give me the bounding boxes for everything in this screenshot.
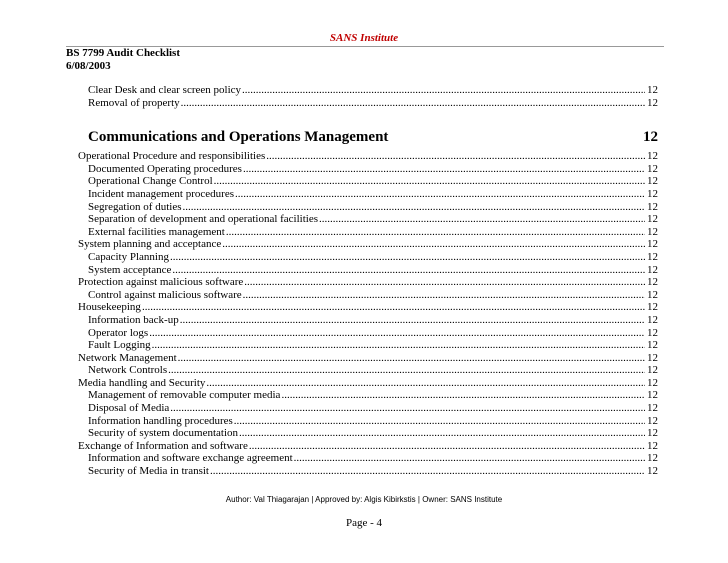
toc-entry-page: 12 xyxy=(647,364,658,377)
toc-entry-page: 12 xyxy=(647,313,658,326)
toc-dot-leader xyxy=(294,452,645,465)
toc-entry[interactable] xyxy=(66,238,664,251)
toc-entry[interactable] xyxy=(66,427,664,440)
toc-entry-page: 12 xyxy=(647,150,658,163)
toc-entry[interactable] xyxy=(66,402,664,415)
toc-dot-leader xyxy=(210,465,645,478)
toc-dot-leader xyxy=(242,84,645,97)
toc-entry-label: Network Management xyxy=(78,351,177,364)
toc-entry-page: 12 xyxy=(647,288,658,301)
toc-entry-page: 12 xyxy=(647,452,658,465)
toc-entry[interactable] xyxy=(66,327,664,340)
toc-entry[interactable] xyxy=(66,188,664,201)
toc-dot-leader xyxy=(243,163,645,176)
toc-entry-label: Disposal of Media xyxy=(88,402,170,415)
toc-section-page: 12 xyxy=(643,129,658,146)
toc-entry-page: 12 xyxy=(647,175,658,188)
toc-entry-page: 12 xyxy=(647,389,658,402)
toc-entry-page: 12 xyxy=(647,276,658,289)
toc-entries xyxy=(66,150,664,477)
toc-entry-page: 12 xyxy=(647,465,658,478)
toc-entry-page: 12 xyxy=(647,162,658,175)
toc-entry[interactable] xyxy=(66,352,664,365)
toc-entry-label: Separation of development and operational facilities xyxy=(88,213,319,226)
toc-entry[interactable] xyxy=(66,264,664,277)
footer-meta: Author: Val Thiagarajan | Approved by: Algis Kibirkstis | Owner: SANS Institute xyxy=(225,495,503,504)
toc-entry[interactable] xyxy=(66,84,664,97)
toc-entry-page: 12 xyxy=(647,326,658,339)
toc-entry[interactable] xyxy=(66,440,664,453)
toc-section-label: Communications and Operations Management xyxy=(88,129,389,146)
toc-entry-label: Operator logs xyxy=(88,326,149,339)
toc-entry[interactable] xyxy=(66,339,664,352)
toc-entry-label: Removal of property xyxy=(88,96,180,109)
toc-dot-leader xyxy=(234,415,645,428)
toc-dot-leader xyxy=(206,377,645,390)
toc-dot-leader xyxy=(142,301,645,314)
toc-entry-page: 12 xyxy=(647,414,658,427)
toc-entry-page: 12 xyxy=(647,439,658,452)
toc-entry[interactable] xyxy=(66,452,664,465)
toc-entry-label: Information and software exchange agreement xyxy=(88,452,293,465)
document-title: BS 7799 Audit Checklist xyxy=(66,47,180,59)
toc-entry-label: Housekeeping xyxy=(78,301,141,314)
toc-entry[interactable] xyxy=(66,364,664,377)
toc-dot-leader xyxy=(170,251,645,264)
toc-entry-page: 12 xyxy=(647,96,658,109)
organization-header: SANS Institute xyxy=(329,32,399,44)
toc-dot-leader xyxy=(281,389,645,402)
toc-entry-page: 12 xyxy=(647,213,658,226)
toc-entry[interactable] xyxy=(66,213,664,226)
toc-entry-label: Information handling procedures xyxy=(88,414,233,427)
toc-dot-leader xyxy=(178,352,645,365)
toc-entry-label: System planning and acceptance xyxy=(78,238,222,251)
toc-entry-page: 12 xyxy=(647,238,658,251)
toc-entry-page: 12 xyxy=(647,200,658,213)
toc-entry[interactable] xyxy=(66,415,664,428)
toc-entry-page: 12 xyxy=(647,376,658,389)
toc-dot-leader xyxy=(319,213,645,226)
toc-entry-label: External facilities management xyxy=(88,225,225,238)
toc-entry-label: Control against malicious software xyxy=(88,288,242,301)
toc-entry-label: Segregation of duties xyxy=(88,200,182,213)
toc-entry-label: Documented Operating procedures xyxy=(88,162,242,175)
toc-entry[interactable] xyxy=(66,301,664,314)
toc-section-heading[interactable] xyxy=(66,127,664,147)
toc-entry-page: 12 xyxy=(647,427,658,440)
toc-entry-label: Fault Logging xyxy=(88,339,151,352)
toc-entry-label: Network Controls xyxy=(88,364,168,377)
toc-entry-page: 12 xyxy=(647,402,658,415)
toc-entry-label: Capacity Planning xyxy=(88,250,169,263)
toc-dot-leader xyxy=(152,339,645,352)
toc-dot-leader xyxy=(266,150,645,163)
toc-entry[interactable] xyxy=(66,97,664,110)
document-date: 6/08/2003 xyxy=(66,60,111,72)
toc-dot-leader xyxy=(222,238,645,251)
toc-entry[interactable] xyxy=(66,377,664,390)
toc-entry-label: Incident management procedures xyxy=(88,187,234,200)
toc-entry-label: Protection against malicious software xyxy=(78,276,244,289)
toc-entry-label: Exchange of Information and software xyxy=(78,439,248,452)
toc-dot-leader xyxy=(249,440,645,453)
toc-entry-page: 12 xyxy=(647,84,658,96)
toc-entry[interactable] xyxy=(66,175,664,188)
toc-entry[interactable] xyxy=(66,289,664,302)
toc-entry-label: Operational Change Control xyxy=(88,175,213,188)
toc-dot-leader xyxy=(168,364,645,377)
toc-entry-page: 12 xyxy=(647,187,658,200)
toc-dot-leader xyxy=(243,289,645,302)
toc-entry-page: 12 xyxy=(647,250,658,263)
toc-dot-leader xyxy=(182,201,645,214)
toc-entry-label: Management of removable computer media xyxy=(88,389,281,402)
toc-dot-leader xyxy=(226,226,645,239)
toc-entry[interactable] xyxy=(66,150,664,163)
toc-entry[interactable] xyxy=(66,314,664,327)
toc-entry[interactable] xyxy=(66,201,664,214)
toc-entry[interactable] xyxy=(66,251,664,264)
toc-entry[interactable] xyxy=(66,465,664,478)
toc-dot-leader xyxy=(239,427,645,440)
page-number: Page - 4 xyxy=(345,517,383,529)
toc-entry-label: Security of system documentation xyxy=(88,427,238,440)
toc-entry-label: Clear Desk and clear screen policy xyxy=(88,84,242,96)
toc-entry-label: Information back-up xyxy=(88,313,179,326)
toc-entry-page: 12 xyxy=(647,301,658,314)
toc-entry-label: Operational Procedure and responsibilities xyxy=(78,150,266,163)
toc-entry-page: 12 xyxy=(647,339,658,352)
toc-entry-label: Media handling and Security xyxy=(78,376,206,389)
toc-dot-leader xyxy=(170,402,645,415)
toc-entry[interactable] xyxy=(66,163,664,176)
toc-entry-label: System acceptance xyxy=(88,263,172,276)
toc-dot-leader xyxy=(235,188,645,201)
toc-entry-page: 12 xyxy=(647,351,658,364)
toc-entry[interactable] xyxy=(66,389,664,402)
toc-dot-leader xyxy=(149,327,645,340)
toc-dot-leader xyxy=(214,175,645,188)
toc-entry[interactable] xyxy=(66,276,664,289)
toc-entry-page: 12 xyxy=(647,263,658,276)
toc-dot-leader xyxy=(180,314,645,327)
toc-entry-page: 12 xyxy=(647,225,658,238)
toc-entry[interactable] xyxy=(66,226,664,239)
toc-dot-leader xyxy=(172,264,645,277)
table-of-contents xyxy=(66,84,664,478)
toc-dot-leader xyxy=(181,97,645,110)
toc-pre-entries xyxy=(66,84,664,109)
toc-dot-leader xyxy=(244,276,645,289)
toc-entry-label: Security of Media in transit xyxy=(88,465,209,478)
